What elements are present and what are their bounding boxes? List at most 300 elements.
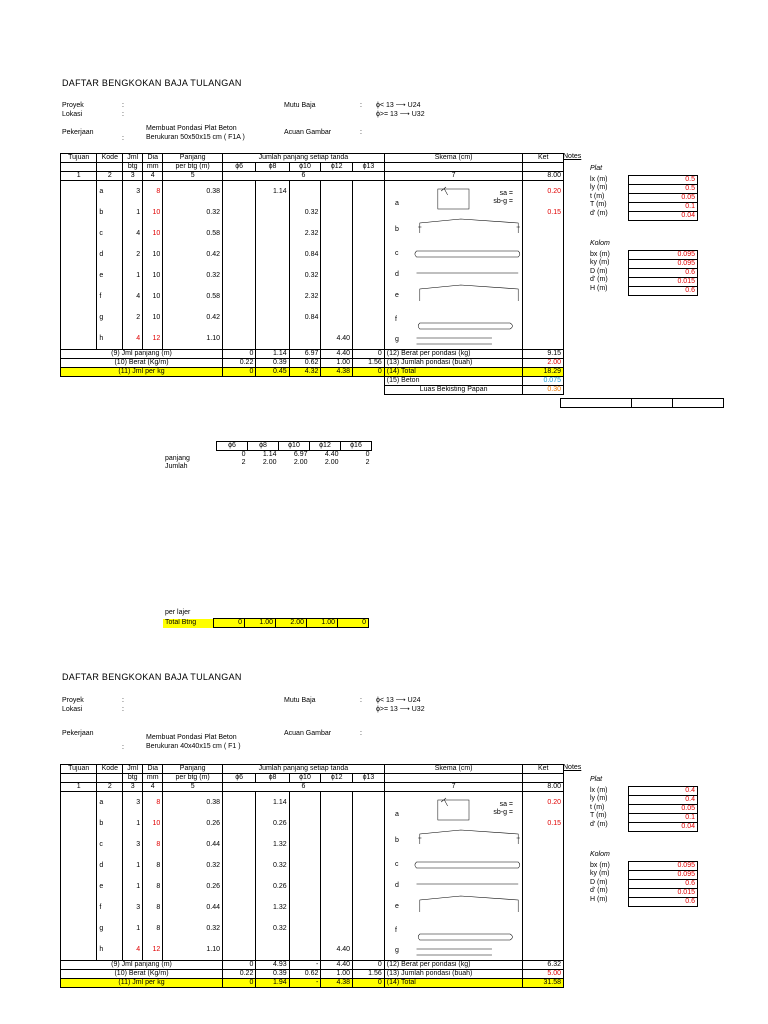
table-cell: (11) Jml per kg bbox=[61, 979, 223, 988]
table-cell: 0.44 bbox=[163, 834, 223, 855]
table-cell: ϕ8 bbox=[248, 442, 279, 451]
table-cell bbox=[223, 244, 256, 265]
table-cell bbox=[353, 918, 385, 939]
note-value: 0.5 bbox=[629, 185, 698, 194]
table-cell: 18.29 bbox=[523, 368, 564, 377]
table-cell: 2.32 bbox=[289, 286, 321, 307]
table-cell: 0.32 bbox=[256, 855, 289, 876]
table-cell bbox=[256, 286, 289, 307]
col-header: Dia bbox=[143, 154, 163, 163]
table-cell: 4.38 bbox=[321, 979, 353, 988]
table-cell: (13) Jumlah pondasi (buah) bbox=[384, 970, 523, 979]
table-cell: 1 bbox=[123, 202, 143, 223]
note-value: 0.095 bbox=[629, 862, 698, 871]
colon: : bbox=[360, 697, 362, 704]
notes-text: Kolom bbox=[590, 240, 610, 247]
col-header: btg bbox=[123, 163, 143, 172]
rebar-table bbox=[60, 153, 564, 395]
table-cell: (9) Jml panjang (m) bbox=[61, 350, 223, 359]
table-cell bbox=[256, 265, 289, 286]
table-cell bbox=[353, 813, 385, 834]
table-cell: 0.32 bbox=[163, 918, 223, 939]
col-header: Jumlah panjang setiap tanda bbox=[223, 154, 385, 163]
table-cell bbox=[289, 792, 321, 814]
table-cell: 1.14 bbox=[256, 350, 289, 359]
table-cell: 8.00 bbox=[523, 783, 564, 792]
table-cell: 6 bbox=[223, 172, 385, 181]
notes-text: ky (m) bbox=[590, 870, 610, 878]
bent-bar-b bbox=[418, 219, 520, 233]
table-cell: 8.00 bbox=[523, 172, 564, 181]
notes-text: d' (m) bbox=[590, 887, 608, 895]
table-cell: c bbox=[97, 223, 123, 244]
note-value: 0.6 bbox=[629, 898, 698, 907]
table-cell: g bbox=[97, 918, 123, 939]
header-row bbox=[61, 774, 564, 783]
note-value: 0.4 bbox=[629, 787, 698, 796]
bent-bar-e bbox=[420, 285, 518, 301]
acuan-label: Acuan Gambar bbox=[284, 129, 332, 136]
page-title: DAFTAR BENGKOKAN BAJA TULANGAN bbox=[62, 672, 242, 682]
table-cell: 1.14 bbox=[262, 451, 277, 458]
table-cell bbox=[223, 202, 256, 223]
table-cell: 6.97 bbox=[293, 451, 308, 458]
colon: : bbox=[360, 129, 362, 136]
table-cell bbox=[523, 774, 564, 783]
col-header: Tujuan bbox=[61, 765, 97, 774]
header-row bbox=[61, 765, 564, 774]
table-cell bbox=[223, 813, 256, 834]
table-cell: 0.58 bbox=[163, 223, 223, 244]
table-cell bbox=[523, 244, 564, 265]
table-cell: 0.39 bbox=[256, 359, 289, 368]
table-cell: 2.00 bbox=[276, 619, 307, 628]
note-value: 0.095 bbox=[629, 251, 698, 260]
table-cell bbox=[289, 328, 321, 350]
diameter-header: ϕ6 bbox=[223, 163, 256, 172]
bent-bar-b bbox=[418, 830, 520, 844]
sa-label: sa = bbox=[499, 801, 513, 808]
table-cell: 5 bbox=[163, 172, 223, 181]
table-cell: h bbox=[97, 939, 123, 961]
skema-label: e bbox=[394, 292, 399, 299]
hook-bar-f bbox=[418, 934, 512, 940]
table-cell bbox=[223, 834, 256, 855]
table-cell: 8 bbox=[143, 855, 163, 876]
table-cell: 4.38 bbox=[321, 368, 353, 377]
table-cell bbox=[321, 265, 353, 286]
notes-text: bx (m) bbox=[590, 251, 610, 258]
table-cell: 3 bbox=[123, 897, 143, 918]
lokasi-label: Lokasi bbox=[62, 706, 83, 713]
table-cell bbox=[321, 897, 353, 918]
col-header: per btg (m) bbox=[163, 163, 223, 172]
mutu-2: ϕ>= 13 ⟶ U32 bbox=[376, 706, 425, 713]
notes-text: t (m) bbox=[590, 803, 605, 811]
notes-label: Notes bbox=[563, 153, 582, 160]
notes-text: T (m) bbox=[590, 812, 607, 820]
colon: : bbox=[122, 135, 124, 142]
table-cell: 4 bbox=[123, 286, 143, 307]
table-cell: 0.26 bbox=[163, 813, 223, 834]
table-cell bbox=[523, 834, 564, 855]
table-cell: (14) Total bbox=[384, 979, 523, 988]
table-cell bbox=[256, 328, 289, 350]
notes-text: d' (m) bbox=[590, 276, 608, 284]
table-cell bbox=[353, 939, 385, 961]
table-cell: 4.40 bbox=[321, 939, 353, 961]
mutu-1: ϕ< 13 ⟶ U24 bbox=[376, 697, 421, 704]
table-cell bbox=[523, 918, 564, 939]
lokasi-label: Lokasi bbox=[62, 111, 83, 118]
skema-label: f bbox=[394, 316, 397, 323]
beton-row bbox=[61, 377, 564, 386]
table-cell: 1.00 bbox=[245, 619, 276, 628]
colon: : bbox=[360, 102, 362, 109]
table-cell: 3 bbox=[123, 783, 143, 792]
mutu-1: ϕ< 13 ⟶ U24 bbox=[376, 102, 421, 109]
table-cell: 3 bbox=[123, 834, 143, 855]
table-cell: 2 bbox=[97, 783, 123, 792]
skema-label: c bbox=[394, 250, 399, 257]
table-cell: 0.22 bbox=[223, 359, 256, 368]
table-cell bbox=[353, 876, 385, 897]
table-cell bbox=[223, 286, 256, 307]
summary-row bbox=[61, 359, 564, 368]
kolom-values bbox=[628, 250, 698, 296]
table-cell: 4.40 bbox=[321, 350, 353, 359]
table-cell bbox=[223, 897, 256, 918]
table-cell: 12 bbox=[143, 328, 163, 350]
table-cell: 8 bbox=[143, 181, 163, 203]
table-cell bbox=[321, 286, 353, 307]
table-cell bbox=[523, 223, 564, 244]
table-cell: b bbox=[97, 202, 123, 223]
table-cell: 1 bbox=[123, 876, 143, 897]
table-cell bbox=[353, 792, 385, 814]
table-cell bbox=[321, 792, 353, 814]
table-cell bbox=[353, 202, 385, 223]
sbg-label: sb-g = bbox=[493, 809, 513, 816]
table-cell bbox=[223, 223, 256, 244]
colon: : bbox=[122, 706, 124, 713]
rebar-table bbox=[60, 764, 564, 988]
diameter-header: ϕ8 bbox=[256, 774, 289, 783]
table-cell: 0.32 bbox=[289, 265, 321, 286]
table-cell bbox=[353, 244, 385, 265]
col-header: Skema (cm) bbox=[384, 765, 523, 774]
table-cell: 1.10 bbox=[163, 328, 223, 350]
table-cell bbox=[353, 328, 385, 350]
table-cell bbox=[289, 876, 321, 897]
table-cell: (12) Berat per pondasi (kg) bbox=[384, 961, 523, 970]
table-cell: 10 bbox=[143, 265, 163, 286]
table-cell: d bbox=[97, 855, 123, 876]
table-cell bbox=[61, 774, 97, 783]
note-value: 0.1 bbox=[629, 814, 698, 823]
table-cell: 4 bbox=[123, 328, 143, 350]
col-header: Ket bbox=[523, 154, 564, 163]
table-cell: 0.58 bbox=[163, 286, 223, 307]
table-cell bbox=[321, 834, 353, 855]
table-cell: (15) Beton bbox=[384, 377, 523, 386]
summary-row bbox=[61, 368, 564, 377]
table-cell bbox=[321, 181, 353, 203]
table-cell: 4 bbox=[143, 172, 163, 181]
table-cell: 10 bbox=[143, 244, 163, 265]
note-value: 0.05 bbox=[629, 805, 698, 814]
note-value: 0.1 bbox=[629, 203, 698, 212]
col-header: Panjang bbox=[163, 154, 223, 163]
table-cell bbox=[289, 918, 321, 939]
table-row bbox=[61, 181, 564, 203]
table-cell bbox=[353, 286, 385, 307]
table-cell: 0.38 bbox=[163, 792, 223, 814]
table-cell bbox=[353, 181, 385, 203]
summary-panjang-row bbox=[217, 451, 372, 460]
table-cell: d bbox=[97, 244, 123, 265]
notes-text: t (m) bbox=[590, 192, 605, 200]
plat-values bbox=[628, 786, 698, 832]
summary-row bbox=[61, 979, 564, 988]
notes-text: H (m) bbox=[590, 895, 608, 903]
pekerjaan-label: Pekerjaan bbox=[62, 730, 94, 737]
page-title: DAFTAR BENGKOKAN BAJA TULANGAN bbox=[62, 78, 242, 88]
pekerjaan-line1: Membuat Pondasi Plat Beton bbox=[146, 734, 237, 741]
table-cell bbox=[256, 202, 289, 223]
table-cell bbox=[353, 897, 385, 918]
proyek-label: Proyek bbox=[62, 697, 84, 704]
table-cell bbox=[353, 223, 385, 244]
table-cell bbox=[384, 774, 523, 783]
skema-label: f bbox=[394, 927, 397, 934]
table-cell bbox=[97, 774, 123, 783]
table-cell: 6 bbox=[223, 783, 385, 792]
table-cell bbox=[321, 855, 353, 876]
table-cell: 0.20 bbox=[523, 792, 564, 814]
table-cell: ϕ6 bbox=[217, 442, 248, 451]
skema-label: a bbox=[394, 200, 399, 207]
table-cell bbox=[61, 386, 385, 395]
table-cell: 10 bbox=[143, 223, 163, 244]
summary-row bbox=[61, 350, 564, 359]
jumlah-label: Jumlah bbox=[165, 463, 188, 470]
table-cell bbox=[289, 813, 321, 834]
skema-label: b bbox=[394, 837, 399, 844]
pekerjaan-line2: Berukuran 40x40x15 cm ( F1 ) bbox=[146, 743, 241, 750]
table-cell bbox=[223, 876, 256, 897]
table-cell: 0.32 bbox=[163, 855, 223, 876]
table-cell: 10 bbox=[143, 307, 163, 328]
sa-label: sa = bbox=[499, 190, 513, 197]
table-cell: 10 bbox=[143, 286, 163, 307]
header-row bbox=[61, 163, 564, 172]
table-cell: 1.94 bbox=[256, 979, 289, 988]
header-row bbox=[61, 154, 564, 163]
table-cell: 5 bbox=[163, 783, 223, 792]
table-cell: - bbox=[289, 979, 321, 988]
plat-values bbox=[628, 175, 698, 221]
table-cell bbox=[321, 244, 353, 265]
table-cell: 7 bbox=[384, 783, 523, 792]
note-value: 0.6 bbox=[629, 880, 698, 889]
skema-cell bbox=[384, 792, 523, 961]
table-row bbox=[61, 792, 564, 814]
proyek-label: Proyek bbox=[62, 102, 84, 109]
table-cell bbox=[523, 939, 564, 961]
diameter-header: ϕ13 bbox=[353, 774, 385, 783]
table-cell: (10) Berat (Kg/m) bbox=[61, 970, 223, 979]
table-cell: (11) Jml per kg bbox=[61, 368, 223, 377]
table-cell: (9) Jml panjang (m) bbox=[61, 961, 223, 970]
table-cell: 3 bbox=[123, 172, 143, 181]
pekerjaan-label: Pekerjaan bbox=[62, 129, 94, 136]
table-cell: 1.14 bbox=[256, 181, 289, 203]
extra-empty-cells bbox=[560, 398, 724, 408]
notes-text: ly (m) bbox=[590, 184, 608, 192]
note-value: 0.04 bbox=[629, 823, 698, 832]
note-value: 0.04 bbox=[629, 212, 698, 221]
table-cell: 4.40 bbox=[321, 961, 353, 970]
table-cell: 8 bbox=[143, 792, 163, 814]
table-cell: 2.00 bbox=[324, 459, 339, 466]
table-cell: h bbox=[97, 328, 123, 350]
col-header: Kode bbox=[97, 765, 123, 774]
table-cell bbox=[256, 223, 289, 244]
col-header: Tujuan bbox=[61, 154, 97, 163]
table-cell: 8 bbox=[143, 876, 163, 897]
straight-bar-g bbox=[416, 338, 491, 344]
table-cell bbox=[523, 307, 564, 328]
table-cell: 0.20 bbox=[523, 181, 564, 203]
table-cell bbox=[321, 223, 353, 244]
table-cell: 0 bbox=[365, 451, 370, 458]
table-cell: 1.32 bbox=[256, 834, 289, 855]
table-cell: 0.45 bbox=[256, 368, 289, 377]
table-cell: e bbox=[97, 265, 123, 286]
mutu-label: Mutu Baja bbox=[284, 102, 316, 109]
table-cell: 4 bbox=[123, 223, 143, 244]
number-row bbox=[61, 172, 564, 181]
table-cell: 0.26 bbox=[256, 876, 289, 897]
hook-bar-c bbox=[415, 251, 520, 257]
notes-text: d' (m) bbox=[590, 209, 608, 217]
table-cell: e bbox=[97, 876, 123, 897]
table-cell: 2 bbox=[123, 244, 143, 265]
table-cell: ϕ10 bbox=[279, 442, 310, 451]
table-cell: 8 bbox=[143, 918, 163, 939]
table-cell: 0.44 bbox=[163, 897, 223, 918]
col-header: Jumlah panjang setiap tanda bbox=[223, 765, 385, 774]
table-cell: 0 bbox=[214, 619, 245, 628]
table-cell: 0 bbox=[223, 368, 256, 377]
table-cell bbox=[289, 855, 321, 876]
table-cell bbox=[61, 377, 385, 386]
table-cell: 6.97 bbox=[289, 350, 321, 359]
skema-label: d bbox=[394, 882, 399, 889]
diameter-header: ϕ12 bbox=[321, 163, 353, 172]
kolom-values bbox=[628, 861, 698, 907]
table-cell: 4.40 bbox=[324, 451, 339, 458]
table-cell: 3 bbox=[123, 792, 143, 814]
table-cell: 0.42 bbox=[163, 244, 223, 265]
table-cell: a bbox=[97, 181, 123, 203]
acuan-label: Acuan Gambar bbox=[284, 730, 332, 737]
notes-text: Plat bbox=[590, 165, 603, 172]
colon: : bbox=[122, 697, 124, 704]
table-cell: 1.00 bbox=[307, 619, 338, 628]
table-cell bbox=[523, 328, 564, 350]
stirrup-shape bbox=[438, 798, 469, 820]
diameter-header: ϕ10 bbox=[289, 774, 321, 783]
note-value: 0.4 bbox=[629, 796, 698, 805]
summary-jumlah-row bbox=[217, 459, 372, 467]
hook-bar-c bbox=[415, 862, 520, 868]
col-header: Dia bbox=[143, 765, 163, 774]
table-cell bbox=[321, 918, 353, 939]
table-cell bbox=[289, 181, 321, 203]
table-cell bbox=[223, 939, 256, 961]
table-cell: 0.32 bbox=[163, 202, 223, 223]
table-cell: 4.40 bbox=[321, 328, 353, 350]
skema-label: g bbox=[394, 336, 399, 343]
stirrup-shape bbox=[438, 187, 469, 209]
table-cell: g bbox=[97, 307, 123, 328]
table-cell bbox=[384, 163, 523, 172]
table-cell: 0 bbox=[353, 350, 385, 359]
notes-text: lx (m) bbox=[590, 787, 608, 794]
table-cell: 0.15 bbox=[523, 813, 564, 834]
sbg-label: sb-g = bbox=[493, 198, 513, 205]
colon: : bbox=[122, 744, 124, 751]
notes-text: Plat bbox=[590, 776, 603, 783]
note-value: 0.05 bbox=[629, 194, 698, 203]
notes-text: T (m) bbox=[590, 201, 607, 209]
table-cell: b bbox=[97, 813, 123, 834]
diameter-header: ϕ10 bbox=[289, 163, 321, 172]
table-cell bbox=[353, 834, 385, 855]
table-cell: 10 bbox=[143, 202, 163, 223]
table-cell bbox=[256, 307, 289, 328]
skema-label: d bbox=[394, 271, 399, 278]
straight-bar-g bbox=[416, 949, 491, 955]
table-cell: 0 bbox=[241, 451, 246, 458]
table-cell: 0 bbox=[353, 368, 385, 377]
table-cell: 1 bbox=[123, 265, 143, 286]
table-cell bbox=[223, 918, 256, 939]
col-header: Jml bbox=[123, 154, 143, 163]
table-cell bbox=[289, 939, 321, 961]
table-cell: 0.075 bbox=[523, 377, 564, 386]
table-cell: ϕ12 bbox=[310, 442, 341, 451]
col-header: Skema (cm) bbox=[384, 154, 523, 163]
table-cell: 2.32 bbox=[289, 223, 321, 244]
table-cell: 0.22 bbox=[223, 970, 256, 979]
table-cell: 1.32 bbox=[256, 897, 289, 918]
table-cell: Luas Bekisting Papan bbox=[384, 386, 523, 395]
table-cell bbox=[61, 181, 97, 350]
colon: : bbox=[122, 111, 124, 118]
skema-label: g bbox=[394, 947, 399, 954]
table-cell: 5.00 bbox=[523, 970, 564, 979]
notes-text: D (m) bbox=[590, 878, 608, 886]
notes-text: lx (m) bbox=[590, 176, 608, 183]
table-cell: 0 bbox=[223, 961, 256, 970]
table-cell: 8 bbox=[143, 897, 163, 918]
table-cell: 10 bbox=[143, 813, 163, 834]
summary-table bbox=[216, 441, 372, 467]
table-cell: 1.56 bbox=[353, 359, 385, 368]
